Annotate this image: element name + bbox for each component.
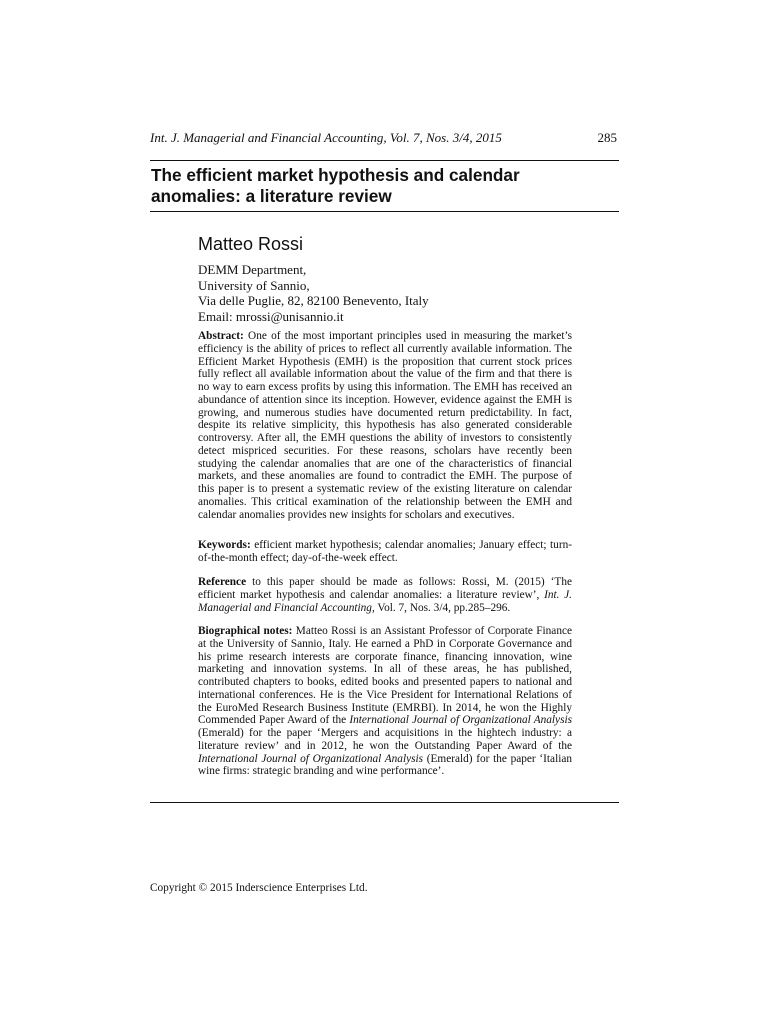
bio-label: Biographical notes: (198, 625, 293, 637)
paper-title (151, 165, 611, 207)
paper-title-line-2: anomalies: a literature review (151, 186, 392, 206)
bio-text-1: Matteo Rossi is an Assistant Professor of Corporate Finance at the University of Sannio, Italy. He earned a PhD in Corporate Governance and his prime research interests are corporate finance, financing innovation, wine marketing and innovation systems. In all of these areas, he has published, contributed chapters to books, edited books and presented papers to national and international conferences. He is the Vice President for International Relations of the EuroMed Research Business Institute (EMRBI). In 2014, he won the Highly Commended Paper Award of the (198, 625, 572, 727)
affiliation-email: Email: mrossi@unisannio.it (198, 308, 344, 324)
abstract-label: Abstract: (198, 330, 244, 342)
bottom-divider (150, 802, 619, 803)
top-divider (150, 160, 619, 161)
affiliation-department: DEMM Department, (198, 262, 307, 277)
affiliation-address: Via delle Puglie, 82, 82100 Benevento, Italy (198, 293, 429, 308)
abstract-section (198, 330, 572, 521)
abstract-text: One of the most important principles used in measuring the market’s efficiency is the ability of prices to reflect all currently available information. The Efficient Market Hypothesis (EMH) is the proposition that current stock prices fully reflect all available information about the value of the firm and that there is no way to earn excess profits by using this information. The EMH has received an abundance of attention since its inception. However, evidence against the EMH is growing, and numerous studies have documented return predictability. In fact, despite its relative simplicity, this hypothesis has also generated considerable controversy. After all, the EMH questions the ability of investors to consistently detect mispriced securities. For these reasons, scholars have recently been studying the calendar anomalies that are one of the characteristics of financial markets, and these anomalies are found to contradict the EMH. The purpose of this paper is to present a systematic review of the existing literature on calendar anomalies. This critical examination of the relationship between the EMH and calendar anomalies provides new insights for scholars and executives. (198, 330, 572, 521)
page-number: 285 (597, 130, 617, 145)
reference-text: to this paper should be made as follows: Rossi, M. (2015) ‘The efficient market hypothesis and calendar anomalies: a literature review’, (198, 576, 572, 601)
keywords-text: efficient market hypothesis; calendar anomalies; January effect; turn-of-the-month effect; day-of-the-week effect. (198, 539, 572, 564)
reference-section (198, 576, 572, 614)
bio-journal-1: International Journal of Organizational Analysis (349, 714, 573, 727)
paper-title-line-1: The efficient market hypothesis and calendar (151, 165, 520, 185)
author-affiliation (198, 262, 429, 324)
author-name: Matteo Rossi (198, 234, 304, 254)
running-header (150, 130, 617, 146)
reference-volume: , Vol. 7, Nos. 3/4, pp.285–296. (371, 601, 511, 614)
keywords-label: Keywords: (198, 539, 251, 551)
affiliation-university: University of Sannio, (198, 277, 310, 293)
reference-label: Reference (198, 576, 247, 588)
copyright-notice: Copyright © 2015 Inderscience Enterprises Ltd. (150, 882, 368, 894)
biographical-notes-section (198, 625, 572, 778)
journal-citation: Int. J. Managerial and Financial Accounting, Vol. 7, Nos. 3/4, 2015 (150, 130, 502, 145)
bio-text-2: (Emerald) for the paper ‘Mergers and acquisitions in the hightech industry: a literature review’ and in 2012, he won the Outstanding Paper Award of the (198, 727, 572, 752)
keywords-section (198, 539, 572, 565)
bio-text-3: (Emerald) for the paper ‘Italian wine firms: strategic branding and wine performance’. (198, 752, 573, 778)
bio-journal-2: International Journal of Organizational Analysis (198, 752, 424, 765)
reference-journal: Int. J. Managerial and Financial Accounting (198, 588, 572, 614)
title-divider (150, 211, 619, 212)
